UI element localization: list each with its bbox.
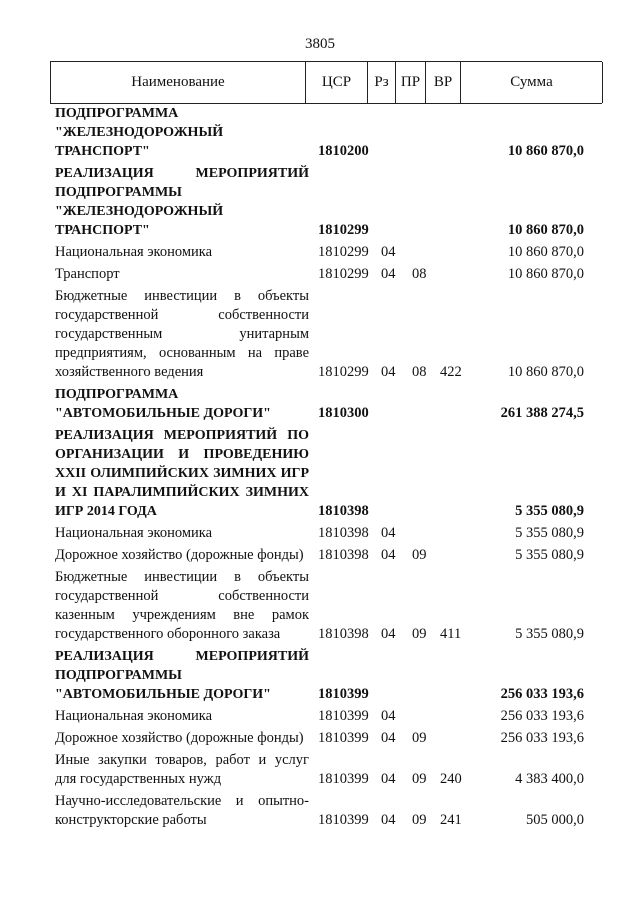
row-csr: 1810398	[318, 503, 369, 519]
row-csr: 1810299	[318, 222, 369, 238]
table-row	[50, 707, 602, 726]
row-rz: 04	[381, 547, 396, 563]
row-sum: 256 033 193,6	[500, 730, 584, 746]
row-csr: 1810398	[318, 547, 369, 563]
row-sum: 4 383 400,0	[515, 771, 584, 787]
row-pr: 08	[412, 266, 427, 282]
row-csr: 1810399	[318, 730, 369, 746]
row-vr: 241	[440, 812, 462, 828]
row-name: Научно-исследовательские и опытно-конструкторские работы	[55, 793, 309, 828]
row-name: Дорожное хозяйство (дорожные фонды)	[55, 730, 304, 746]
row-csr: 1810300	[318, 405, 369, 421]
row-csr: 1810299	[318, 266, 369, 282]
row-sum: 10 860 870,0	[507, 364, 584, 380]
row-csr: 1810399	[318, 686, 369, 702]
row-csr: 1810399	[318, 708, 369, 724]
row-csr: 1810398	[318, 525, 369, 541]
row-csr: 1810299	[318, 244, 369, 260]
row-pr: 08	[412, 364, 427, 380]
table-body	[50, 104, 602, 833]
row-name: РЕАЛИЗАЦИЯ МЕРОПРИЯТИЙ ПОДПРОГРАММЫ "ЖЕЛЕЗНОДОРОЖНЫЙ ТРАНСПОРТ"	[55, 166, 309, 238]
table-row	[50, 729, 602, 748]
table-row	[50, 385, 602, 423]
row-vr: 422	[440, 364, 462, 380]
row-rz: 04	[381, 771, 396, 787]
row-pr: 09	[412, 730, 427, 746]
table-row	[50, 287, 602, 382]
row-name: Национальная экономика	[55, 244, 213, 260]
row-name: Национальная экономика	[55, 708, 213, 724]
row-rz: 04	[381, 812, 396, 828]
row-name: Транспорт	[55, 266, 120, 282]
header-vr: ВР	[425, 62, 460, 103]
row-name: Бюджетные инвестиции в объекты государственной собственности государственным унитарным предприятиям, основанным на праве хозяйственного ведения	[55, 288, 309, 380]
row-csr: 1810399	[318, 812, 369, 828]
header-sum: Сумма	[460, 62, 603, 103]
row-name: Иные закупки товаров, работ и услуг для государственных нужд	[55, 752, 309, 787]
row-sum: 256 033 193,6	[500, 708, 584, 724]
row-sum: 10 860 870,0	[507, 244, 584, 260]
row-name: РЕАЛИЗАЦИЯ МЕРОПРИЯТИЙ ПО ОРГАНИЗАЦИИ И ПРОВЕДЕНИЮ XXII ОЛИМПИЙСКИХ ЗИМНИХ ИГР И XI ПАРАЛИМПИЙСКИХ ЗИМНИХ ИГР 2014 ГОДА	[55, 428, 309, 519]
row-vr: 411	[440, 626, 462, 642]
row-name: Бюджетные инвестиции в объекты государственной собственности казенным учреждениям вне рамок государственного оборонного заказа	[55, 569, 309, 642]
row-sum: 5 355 080,9	[515, 547, 584, 563]
table-row	[50, 164, 602, 240]
row-name: Национальная экономика	[55, 525, 213, 541]
table-row	[50, 647, 602, 704]
row-sum: 261 388 274,5	[500, 405, 584, 421]
row-csr: 1810299	[318, 364, 369, 380]
row-sum: 10 860 870,0	[507, 266, 584, 282]
row-sum: 5 355 080,9	[515, 503, 584, 519]
table-row	[50, 546, 602, 565]
row-name: РЕАЛИЗАЦИЯ МЕРОПРИЯТИЙ ПОДПРОГРАММЫ "АВТОМОБИЛЬНЫЕ ДОРОГИ"	[55, 649, 309, 702]
row-rz: 04	[381, 244, 396, 260]
page-number: 3805	[305, 36, 335, 52]
row-rz: 04	[381, 364, 396, 380]
table-row	[50, 265, 602, 284]
header-csr: ЦСР	[305, 62, 367, 103]
row-name: Дорожное хозяйство (дорожные фонды)	[55, 547, 304, 563]
row-name: ПОДПРОГРАММА "АВТОМОБИЛЬНЫЕ ДОРОГИ"	[55, 387, 271, 421]
row-rz: 04	[381, 708, 396, 724]
row-pr: 09	[412, 626, 427, 642]
table-row	[50, 792, 602, 830]
row-sum: 5 355 080,9	[515, 626, 584, 642]
header-rz: Рз	[367, 62, 395, 103]
row-pr: 09	[412, 812, 427, 828]
row-vr: 240	[440, 771, 462, 787]
table-header	[50, 61, 602, 104]
row-sum: 256 033 193,6	[500, 686, 584, 702]
table-row	[50, 104, 602, 161]
row-csr: 1810398	[318, 626, 369, 642]
table-row	[50, 426, 602, 521]
row-sum: 505 000,0	[526, 812, 584, 828]
row-rz: 04	[381, 525, 396, 541]
row-sum: 10 860 870,0	[507, 222, 584, 238]
row-pr: 09	[412, 771, 427, 787]
header-pr: ПР	[395, 62, 425, 103]
row-sum: 5 355 080,9	[515, 525, 584, 541]
row-csr: 1810399	[318, 771, 369, 787]
row-rz: 04	[381, 266, 396, 282]
row-csr: 1810200	[318, 143, 369, 159]
row-sum: 10 860 870,0	[507, 143, 584, 159]
header-name: Наименование	[50, 62, 305, 103]
table-row	[50, 243, 602, 262]
row-name: ПОДПРОГРАММА "ЖЕЛЕЗНОДОРОЖНЫЙ ТРАНСПОРТ"	[55, 106, 224, 159]
table-row	[50, 751, 602, 789]
row-rz: 04	[381, 626, 396, 642]
row-pr: 09	[412, 547, 427, 563]
table-row	[50, 568, 602, 644]
row-rz: 04	[381, 730, 396, 746]
table-row	[50, 524, 602, 543]
